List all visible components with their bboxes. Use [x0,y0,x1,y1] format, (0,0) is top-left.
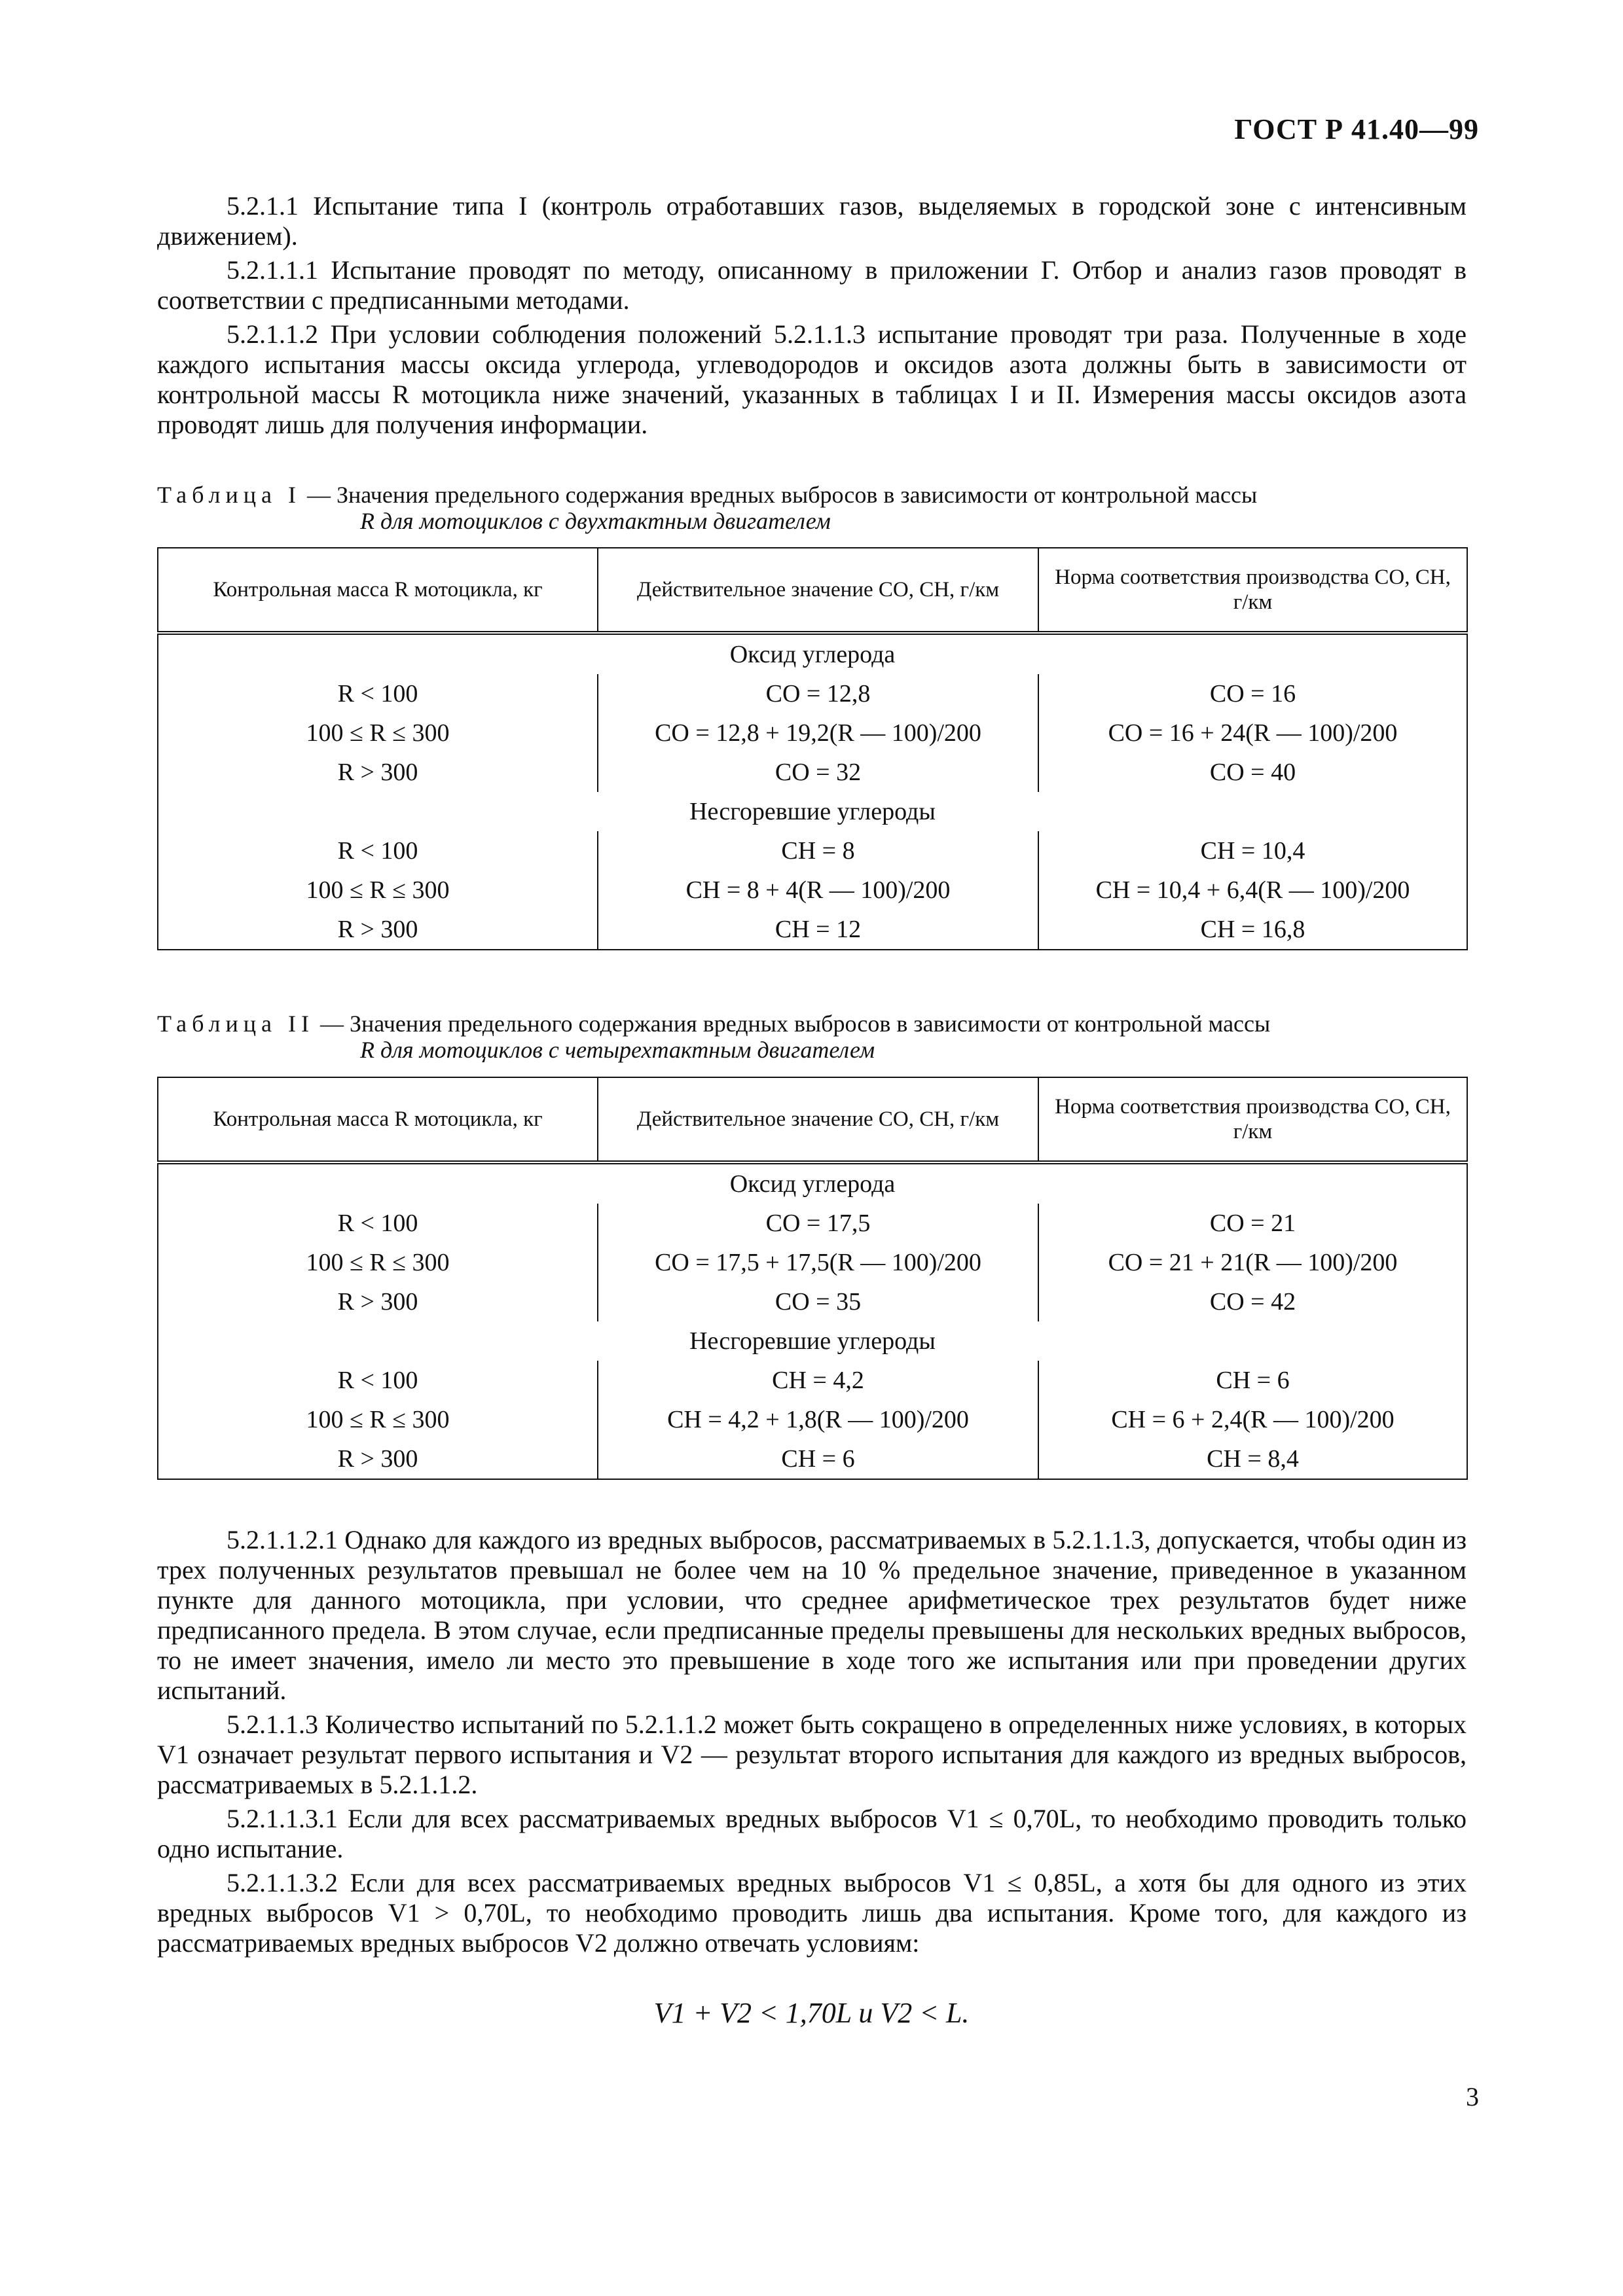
table-cell: R < 100 [158,1204,598,1243]
table-row [158,1400,1467,1439]
table-row [158,1204,1467,1243]
table-cell: CH = 10,4 [1038,831,1467,870]
table-row [158,1361,1467,1400]
condition-formula: V1 + V2 < 1,70L и V2 < L. [653,1997,970,2029]
table-cell: CH = 6 + 2,4(R — 100)/200 [1038,1400,1467,1439]
table-cell: CH = 4,2 [598,1361,1038,1400]
table-row [158,753,1467,792]
paragraph-5-2-1-1-2: 5.2.1.1.2 При условии соблюдения положений 5.2.1.1.3 испытание проводят три раза. Полученные в ходе каждого испытания массы оксида углерода, углеводородов и оксидов азота должны быть в зависимости от контрольной массы R мотоцикла ниже значений, указанных в таблицах I и II. Измерения массы оксидов азота проводят лишь для получения информации. [157,319,1467,439]
table-cell: R > 300 [158,1282,598,1321]
table-cell: CO = 35 [598,1282,1038,1321]
table-cell: CO = 21 + 21(R — 100)/200 [1038,1243,1467,1282]
document-code: ГОСТ Р 41.40—99 [1234,113,1479,145]
group-label: Несгоревшие углероды [158,792,1467,831]
table-cell: CH = 4,2 + 1,8(R — 100)/200 [598,1400,1038,1439]
table-2 [157,1077,1468,1480]
table-row [158,1282,1467,1321]
paragraph-5-2-1-1-3-2: 5.2.1.1.3.2 Если для всех рассматриваемых вредных выбросов V1 ≤ 0,85L, а хотя бы для одного из этих вредных выбросов V1 > 0,70L, то необходимо проводить лишь два испытания. Кроме того, для каждого из рассматриваемых вредных выбросов V2 должно отвечать условиям: [157,1868,1467,1958]
table-2-label: Таблица II [157,1011,314,1037]
table-cell: CO = 32 [598,753,1038,792]
table-cell: 100 ≤ R ≤ 300 [158,870,598,910]
column-header: Норма соответствия производства СО, СН, г/км [1038,1077,1467,1162]
table-row [158,910,1467,950]
table-1-caption-line1: — Значения предельного содержания вредных выбросов в зависимости от контрольной массы [301,482,1258,508]
table-cell: R > 300 [158,753,598,792]
table-cell: R > 300 [158,910,598,950]
table-cell: CO = 16 + 24(R — 100)/200 [1038,713,1467,753]
column-header: Норма соответствия производства СО, СН, г/км [1038,548,1467,633]
table-cell: CO = 17,5 + 17,5(R — 100)/200 [598,1243,1038,1282]
table-cell: CO = 40 [1038,753,1467,792]
section-test-count [157,1525,1467,1958]
table-row [158,674,1467,713]
column-header: Контрольная масса R мотоцикла, кг [158,1077,598,1162]
column-header: Контрольная масса R мотоцикла, кг [158,548,598,633]
table-cell: CH = 10,4 + 6,4(R — 100)/200 [1038,870,1467,910]
table-cell: CH = 6 [598,1439,1038,1479]
table-cell: CO = 17,5 [598,1204,1038,1243]
group-label: Несгоревшие углероды [158,1321,1467,1361]
table-cell: CH = 6 [1038,1361,1467,1400]
table-row [158,870,1467,910]
table-cell: CH = 8 [598,831,1038,870]
group-row [158,1321,1467,1361]
table-row [158,1243,1467,1282]
table-1-caption-line2: R для мотоциклов с двухтактным двигателем [360,508,831,534]
table-1-label: Таблица I [157,482,301,508]
table-1 [157,547,1468,950]
table-cell: R < 100 [158,831,598,870]
table-cell: CO = 12,8 + 19,2(R — 100)/200 [598,713,1038,753]
group-row [158,1162,1467,1204]
paragraph-5-2-1-1-3-1: 5.2.1.1.3.1 Если для всех рассматриваемых вредных выбросов V1 ≤ 0,70L, то необходимо проводить только одно испытание. [157,1804,1467,1863]
group-row [158,792,1467,831]
column-header: Действительное значение СО, СН, г/км [598,548,1038,633]
table-cell: 100 ≤ R ≤ 300 [158,1243,598,1282]
table-cell: CH = 8,4 [1038,1439,1467,1479]
group-label: Оксид углерода [158,633,1467,674]
table-header-row [158,548,1467,633]
page-number: 3 [1466,2082,1479,2111]
table-cell: 100 ≤ R ≤ 300 [158,713,598,753]
group-label: Оксид углерода [158,1162,1467,1204]
paragraph-5-2-1-1: 5.2.1.1 Испытание типа I (контроль отработавших газов, выделяемых в городской зоне с интенсивным движением). [157,191,1467,251]
table-2-title [157,1011,1467,1063]
paragraph-5-2-1-1-2-1: 5.2.1.1.2.1 Однако для каждого из вредных выбросов, рассматриваемых в 5.2.1.1.3, допускается, чтобы один из трех полученных результатов превышал не более чем на 10 % предельное значение, приведенное в указанном пункте для данного мотоцикла, при условии, что среднее арифметическое трех результатов будет ниже предписанного предела. В этом случае, если предписанные пределы превышены для нескольких вредных выбросов, то не имеет значения, имело ли место это превышение в ходе того же испытания или при проведении других испытаний. [157,1525,1467,1705]
table-cell: CO = 21 [1038,1204,1467,1243]
paragraph-5-2-1-1-3: 5.2.1.1.3 Количество испытаний по 5.2.1.1.2 может быть сокращено в определенных ниже условиях, в которых V1 означает результат первого испытания и V2 — результат второго испытания для каждого из вредных выбросов, рассматриваемых в 5.2.1.1.2. [157,1710,1467,1799]
table-2-caption-line2: R для мотоциклов с четырехтактным двигателем [360,1037,875,1063]
table-cell: CH = 12 [598,910,1038,950]
table-cell: R < 100 [158,674,598,713]
table-row [158,1439,1467,1479]
table-header-row [158,1077,1467,1162]
table-cell: R < 100 [158,1361,598,1400]
table-1-title [157,482,1467,534]
column-header: Действительное значение СО, СН, г/км [598,1077,1038,1162]
paragraph-5-2-1-1-1: 5.2.1.1.1 Испытание проводят по методу, описанному в приложении Г. Отбор и анализ газов проводят в соответствии с предписанными методами. [157,255,1467,315]
table-cell: CH = 16,8 [1038,910,1467,950]
table-row [158,713,1467,753]
table-cell: 100 ≤ R ≤ 300 [158,1400,598,1439]
table-cell: CH = 8 + 4(R — 100)/200 [598,870,1038,910]
table-cell: CO = 16 [1038,674,1467,713]
table-cell: R > 300 [158,1439,598,1479]
group-row [158,633,1467,674]
table-cell: CO = 12,8 [598,674,1038,713]
section-intro [157,191,1467,440]
table-2-caption-line1: — Значения предельного содержания вредных выбросов в зависимости от контрольной массы [314,1011,1271,1037]
table-row [158,831,1467,870]
table-cell: CO = 42 [1038,1282,1467,1321]
